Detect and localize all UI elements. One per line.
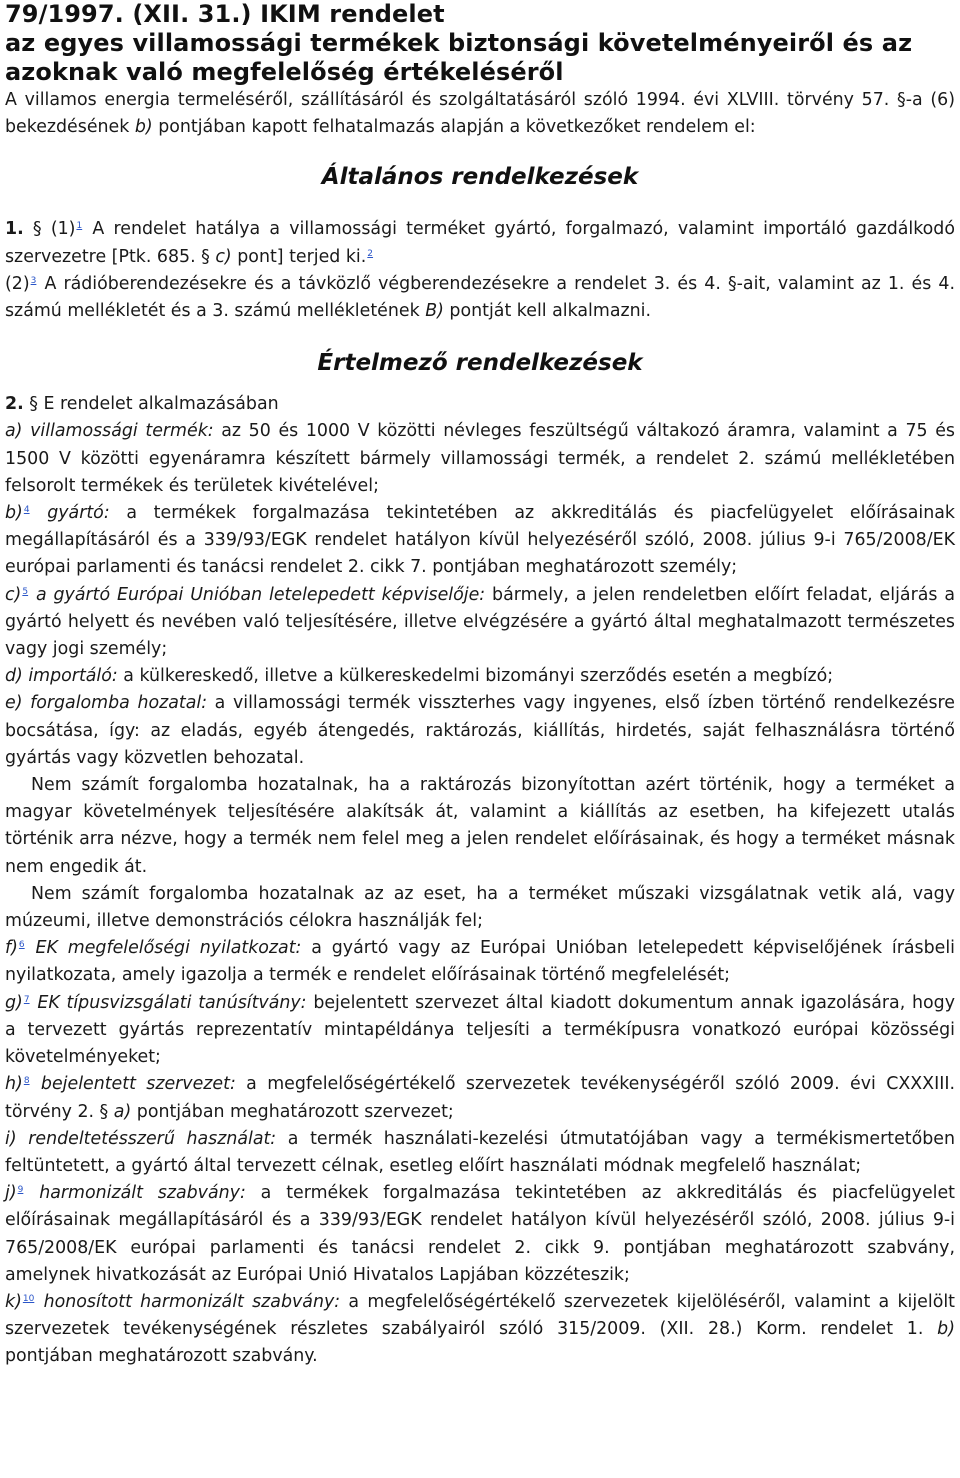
document-title-line1: az egyes villamossági termékek biztonsági követelményeiről és az	[5, 29, 913, 57]
section-2-intro	[5, 391, 955, 418]
footnote-link[interactable]: 6	[18, 940, 25, 951]
definition-d	[5, 663, 955, 690]
definition-letter: b)	[5, 503, 23, 524]
definition-text: a gyártó vagy az Európai Unióban letelepedett képviselőjének írásbeli nyilatkozata, amely igazolja a termék e rendelet előírásainak történő megfelelését;	[5, 938, 955, 986]
section-1-paragraph-1	[5, 216, 955, 270]
footnote-link[interactable]: 7	[23, 994, 30, 1005]
definition-i	[5, 1126, 955, 1180]
definition-e-note-1: Nem számít forgalomba hozatalnak, ha a raktározás bizonyítottan azért történik, hogy a terméket a magyar követelmények teljesítésére alakítsák át, valamint a kiállítás az esetben, ha kifejezett utalás történik arra nézve, hogy a termék nem felel meg a jelen rendelet előírásainak, és hogy a terméket másnak nem engedik át.	[5, 775, 955, 877]
definition-text: a termék használati-kezelési útmutatójában vagy a termékismertetőben feltüntetett, a gyártó által tervezett célnak, esetleg előírt használati módnak megfelelő használat;	[5, 1128, 955, 1176]
footnote-link[interactable]: 5	[22, 586, 29, 597]
definition-text: a villamossági termék visszterhes vagy ingyenes, első ízben történő rendelkezésre bocsátása, így: az eladás, egyéb átengedés, raktározás, kiállítás, hirdetés, saját felhasználásra történő gyártás vagy közvetlen behozatal.	[5, 693, 955, 768]
heading-general-provisions: Általános rendelkezések	[321, 164, 639, 191]
definition-term: d) importáló:	[5, 666, 118, 687]
definition-letter: g)	[5, 992, 23, 1013]
paragraph-italic: B)	[425, 301, 444, 322]
definition-term: bejelentett szervezet:	[30, 1074, 236, 1095]
preamble-text-a: A villamos energia termeléséről, szállításáról és szolgáltatásáról szóló 1994. évi XLVIII. törvény 57. §-a (6) bekezdésének	[5, 90, 955, 138]
section-number: 2.	[5, 394, 24, 415]
definition-term: gyártó:	[30, 503, 110, 524]
definition-term: e) forgalomba hozatal:	[5, 693, 208, 714]
document-title-line2: azoknak való megfelelőség értékeléséről	[5, 58, 564, 86]
definition-text: a külkereskedő, illetve a külkereskedelmi bizományi szerződés esetén a megbízó;	[117, 666, 834, 687]
definition-text: a megfelelőségértékelő szervezetek tevékenységéről szóló 2009. évi CXXXIII. törvény 2. §	[5, 1074, 955, 1122]
preamble	[5, 87, 955, 141]
footnote-link[interactable]: 10	[22, 1293, 35, 1304]
paragraph-text: A rendelet hatálya a villamossági terméket gyártó, forgalmazó, valamint importáló gazdálkodó szervezetre [Ptk. 685. §	[5, 219, 955, 267]
definition-a	[5, 418, 955, 500]
paragraph-text: pontját kell alkalmazni.	[443, 301, 651, 322]
definition-text: pontjában meghatározott szabvány.	[5, 1346, 318, 1367]
definition-text: a termékek forgalmazása tekintetében az akkreditálás és piacfelügyelet előírásainak megállapításáról és a 339/93/EGK rendelet hatályon kívül helyezéséről szóló, 2008. július 9-i 765/2008/EK európai parlamenti és tanácsi rendelet 2. cikk 7. pontjában meghatározott személy;	[5, 503, 956, 578]
footnote-link[interactable]: 2	[367, 248, 374, 259]
preamble-text-b: pontjában kapott felhatalmazás alapján a következőket rendelem el:	[152, 117, 756, 138]
definition-term: a) villamossági termék:	[5, 421, 214, 442]
footnote-link[interactable]: 9	[17, 1185, 24, 1196]
heading-interpretive-provisions: Értelmező rendelkezések	[317, 350, 643, 377]
definition-e	[5, 690, 955, 772]
definition-letter: j)	[5, 1183, 17, 1204]
section-1-paragraph-2	[5, 271, 955, 325]
definition-text: bármely, a jelen rendeletben előírt feladat, eljárás a gyártó helyett és nevében való teljesítésére, illetve elvégzésére a gyártó által meghatalmazott természetes vagy jogi személy;	[5, 584, 955, 660]
definition-text: a megfelelőségértékelő szervezetek kijelöléséről, valamint a kijelölt szervezetek tevékenységének részletes szabályairól szóló 315/2009. (XII. 28.) Korm. rendelet 1.	[5, 1291, 955, 1340]
definition-italic: b)	[937, 1319, 955, 1340]
definition-text: a termékek forgalmazása tekintetében az akkreditálás és piacfelügyelet előírásainak megállapításáról és a 339/93/EGK rendelet hatályon kívül helyezéséről szóló, 2008. július 9-i 765/2008/EK európai parlamenti és tanácsi rendelet 2. cikk 9. pontjában meghatározott szabvány, amelynek hivatkozását az Európai Unió Hivatalos Lapjában közzéteszik;	[5, 1183, 955, 1285]
definition-term: harmonizált szabvány:	[24, 1183, 246, 1204]
definition-k	[5, 1289, 955, 1371]
definition-term: EK típusvizsgálati tanúsítvány:	[30, 992, 307, 1013]
preamble-italic: b)	[134, 117, 153, 138]
definition-e-note-2: Nem számít forgalomba hozatalnak az az eset, ha a terméket műszaki vizsgálatnak vetik alá, vagy múzeumi, illetve demonstrációs célokra használják fel;	[5, 883, 955, 932]
paragraph-marker: § (1)	[23, 219, 76, 240]
paragraph-text: A rádióberendezésekre és a távközlő végberendezésekre a rendelet 3. és 4. §-ait, valamint az 1. és 4. számú mellékletét és a 3. számú mellékletének	[5, 273, 955, 322]
footnote-link[interactable]: 1	[76, 221, 83, 232]
document	[5, 0, 955, 1371]
definition-g	[5, 990, 955, 1072]
paragraph-italic: c)	[215, 246, 232, 267]
definition-text: pontjában meghatározott szervezet;	[131, 1101, 454, 1122]
definition-text: az 50 és 1000 V közötti névleges feszültségű váltakozó áramra, valamint a 75 és 1500 V közötti egyenáramra készített bármely villamossági termék, a rendelet 2. számú mellékletében felsorolt termékek és területek kivételével;	[5, 421, 955, 496]
definition-letter: k)	[5, 1291, 22, 1312]
definition-term: a gyártó Európai Unióban letelepedett képviselője:	[29, 584, 486, 605]
definition-term: i) rendeltetésszerű használat:	[5, 1128, 277, 1149]
section-number: 1.	[5, 219, 24, 240]
definition-c	[5, 582, 955, 664]
definition-letter: f)	[5, 938, 18, 959]
footnote-link[interactable]: 8	[23, 1076, 30, 1087]
definition-term: honosított harmonizált szabvány:	[35, 1291, 341, 1312]
definition-letter: h)	[5, 1074, 23, 1095]
definition-h	[5, 1071, 955, 1125]
definition-j	[5, 1180, 955, 1289]
definition-b	[5, 500, 955, 582]
paragraph-marker: (2)	[5, 273, 30, 294]
paragraph-text: pont] terjed ki.	[231, 246, 367, 267]
paragraph-text: § E rendelet alkalmazásában	[23, 394, 279, 415]
definition-italic: a)	[113, 1101, 132, 1122]
document-title-number: 79/1997. (XII. 31.) IKIM rendelet	[5, 0, 445, 28]
definition-term: EK megfelelőségi nyilatkozat:	[25, 938, 302, 959]
footnote-link[interactable]: 4	[23, 505, 30, 516]
footnote-link[interactable]: 3	[30, 275, 37, 286]
definition-letter: c)	[5, 584, 22, 605]
definition-text: bejelentett szervezet által kiadott dokumentum annak igazolására, hogy a tervezett gyártás reprezentatív mintapéldánya teljesíti a termékípusra vonatkozó európai közösségi követelményeket;	[5, 992, 955, 1068]
definition-f	[5, 935, 955, 989]
